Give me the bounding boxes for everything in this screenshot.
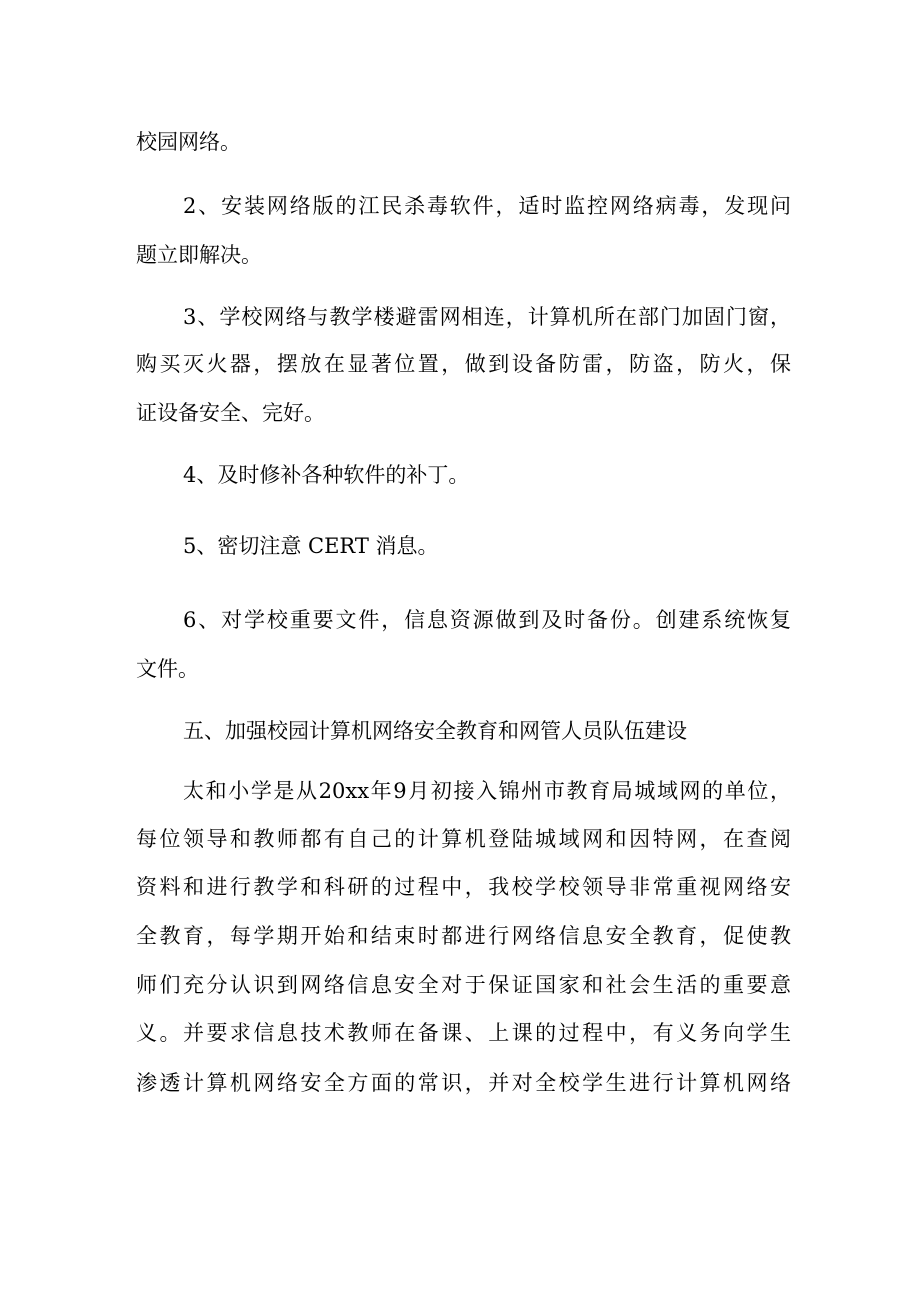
paragraph-line: 渗透计算机网络安全方面的常识，并对全校学生进行计算机网络 [136,1071,791,1095]
list-item-4: 4、及时修补各种软件的补丁。 [183,463,470,487]
paragraph-line: 资料和进行教学和科研的过程中，我校学校领导非常重视网络安 [136,875,791,899]
paragraph-line: 师们充分认识到网络信息安全对于保证国家和社会生活的重要意 [136,973,791,997]
paragraph-line: 太和小学是从20xx年9月初接入锦州市教育局城域网的单位， [183,779,791,803]
list-item-5: 5、密切注意 CERT 消息。 [183,534,439,558]
list-item-6-line-2: 文件。 [136,657,199,681]
section-heading: 五、加强校园计算机网络安全教育和网管人员队伍建设 [183,719,687,743]
list-item-3-line-1: 3、学校网络与教学楼避雷网相连，计算机所在部门加固门窗， [183,305,791,329]
list-item-2-line-2: 题立即解决。 [136,243,262,267]
list-item-3-line-3: 证设备安全、完好。 [136,401,325,425]
list-item-3-line-2: 购买灭火器，摆放在显著位置，做到设备防雷，防盗，防火，保 [136,352,791,376]
list-item-6-line-1: 6、对学校重要文件，信息资源做到及时备份。创建系统恢复 [183,608,791,632]
paragraph-line: 全教育，每学期开始和结束时都进行网络信息安全教育，促使教 [136,924,791,948]
paragraph-line: 义。并要求信息技术教师在备课、上课的过程中，有义务向学生 [136,1021,791,1045]
list-item-2-line-1: 2、安装网络版的江民杀毒软件，适时监控网络病毒，发现问 [183,194,791,218]
paragraph-line: 每位领导和教师都有自己的计算机登陆城域网和因特网，在查阅 [136,827,791,851]
text-line: 校园网络。 [136,130,241,154]
